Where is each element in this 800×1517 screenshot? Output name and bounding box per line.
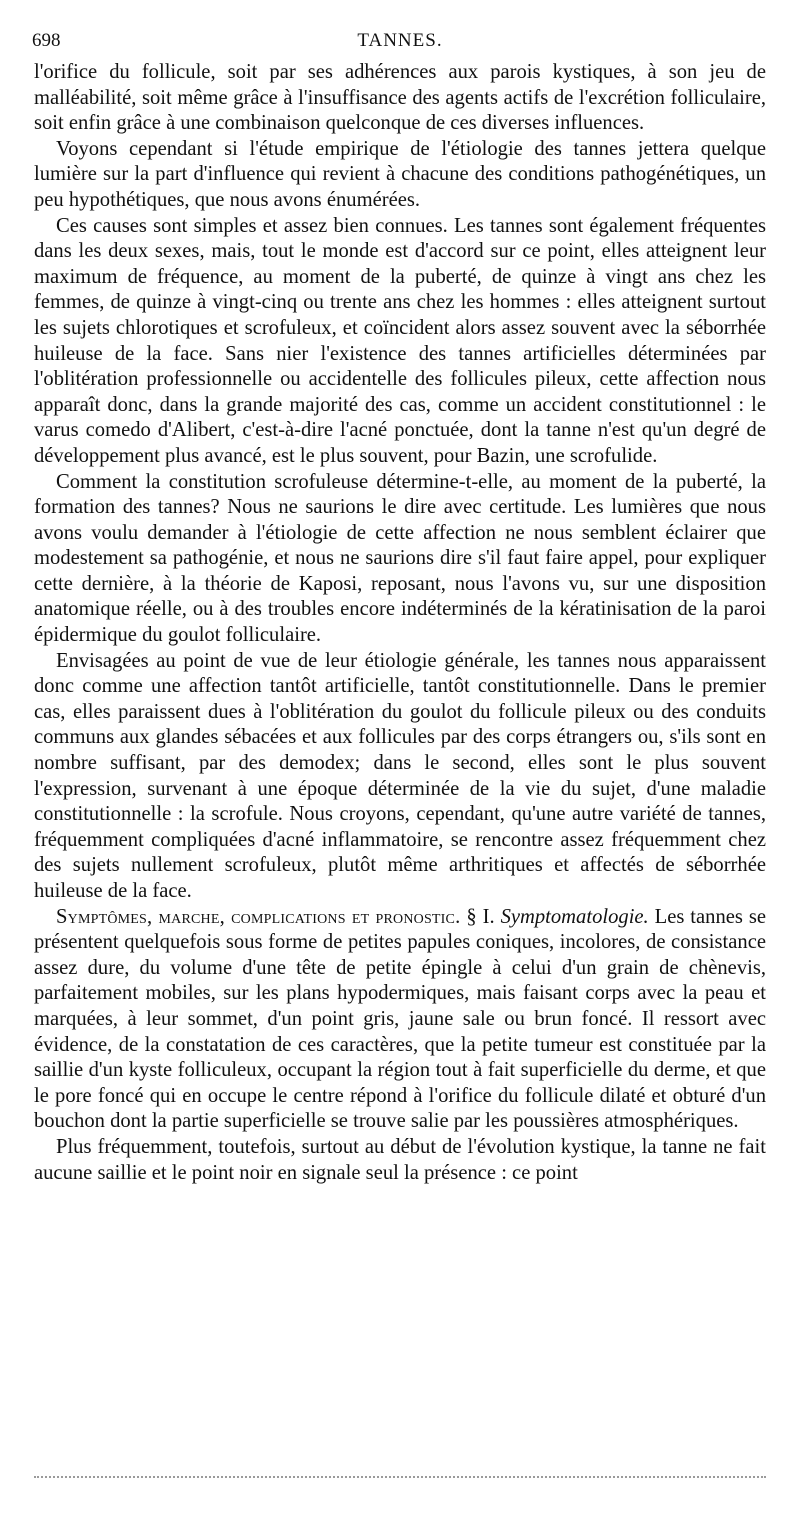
page-number: 698 bbox=[32, 30, 61, 51]
paragraph-black-point: Plus fréquemment, toutefois, surtout au début de l'évolution kystique, la tanne ne fait aucune saillie et le point noir en signale seul la présence : ce point bbox=[34, 1135, 766, 1184]
page-header bbox=[32, 30, 768, 54]
paragraph-continued: l'orifice du follicule, soit par ses adhérences aux parois kystiques, à son jeu de malléabilité, soit même grâce à l'insuffisance des agents actifs de l'excrétion folliculaire, soit enfin grâce à une combinaison quelconque de ces diverses influences. bbox=[34, 61, 766, 135]
symptomatology-text: Les tannes se présentent quelquefois sous forme de petites papules coniques, incolores, de consistance assez dure, du volume d'une tête de petite épingle à celui d'un grain de chènevis, parfaitement mobiles, sur les plans hypodermiques, mais faisant corps avec la peau et marquées, à leur sommet, d'un point gris, jaune sale ou brun foncé. Il ressort avec évidence, de la constatation de ces caractères, que la petite tumeur est constituée par la saillie d'un kyste folliculeux, occupant la région tout à fait superficielle du derme, et que le pore foncé qui en occupe le centre répond à l'orifice du follicule dilaté et obturé d'un bouchon dont la partie superficielle se trouve salie par les poussières atmosphériques. bbox=[34, 905, 767, 1133]
footer-dotted-rule bbox=[34, 1476, 766, 1478]
paragraph-scrofulous-constitution: Comment la constitution scrofuleuse détermine-t-elle, au moment de la puberté, la formation des tannes? Nous ne saurions le dire avec certitude. Les lumières que nous avons voulu demander à l'étiologie de cette affection ne nous semblent éclairer que modestement sa pathogénie, et nous ne saurions dire s'il faut faire appel, pour expliquer cette dernière, à la théorie de Kaposi, reposant, nous l'avons vu, sur une disposition anatomique réelle, ou à des troubles encore indéterminés de la kératinisation de la paroi épidermique du goulot folliculaire. bbox=[34, 470, 766, 647]
paragraph-causes: Ces causes sont simples et assez bien connues. Les tannes sont également fréquentes dans les deux sexes, mais, tout le monde est d'accord sur ce point, elles atteignent leur maximum de fréquence, au moment de la puberté, de quinze à vingt ans chez les femmes, de quinze à vingt-cinq ou trente ans chez les hommes : elles atteignent surtout les sujets chlorotiques et scrofuleux, et coïncident alors assez souvent avec la séborrhée huileuse de la face. Sans nier l'existence des tannes artificielles déterminées par l'oblitération professionnelle ou accidentelle des follicules pileux, cette affection nous apparaît donc, dans la grande majorité des cas, comme un accident constitutionnel : le varus comedo d'Alibert, c'est-à-dire l'acné ponctuée, dont la tanne n'est qu'un degré de développement plus avancé, est le plus souvent, pour Bazin, une scrofulide. bbox=[34, 214, 766, 467]
subsection-title: Symptomatologie. bbox=[500, 905, 649, 928]
paragraph-etiology-question: Voyons cependant si l'étude empirique de l'étiologie des tannes jettera quelque lumière sur la part d'influence qui revient à chacune des conditions pathogénétiques, un peu hypothétiques, que nous avons énumérées. bbox=[34, 137, 766, 211]
section-heading: Symptômes, marche, complications et pronostic. bbox=[56, 905, 461, 928]
subsection-mark: § I. bbox=[466, 905, 495, 928]
body-text bbox=[34, 60, 766, 1186]
paragraph-symptomatology bbox=[34, 905, 766, 1135]
running-title: TANNES. bbox=[357, 30, 443, 51]
paragraph-general-etiology: Envisagées au point de vue de leur étiologie générale, les tannes nous apparaissent donc comme une affection tantôt artificielle, tantôt constitutionnelle. Dans le premier cas, elles paraissent dues à l'oblitération du goulot du follicule pileux ou des conduits communs aux glandes sébacées et aux follicules par des corps étrangers ou, s'ils sont en nombre suffisant, par des demodex; dans le second, elles sont le plus souvent l'expression, survenant à une époque déterminée de la vie du sujet, d'une maladie constitutionnelle : la scrofule. Nous croyons, cependant, qu'une autre variété de tannes, fréquemment compliquées d'acné inflammatoire, se rencontre assez fréquemment chez des sujets nullement scrofuleux, plutôt même arthritiques et affectés de séborrhée huileuse de la face. bbox=[34, 649, 766, 902]
